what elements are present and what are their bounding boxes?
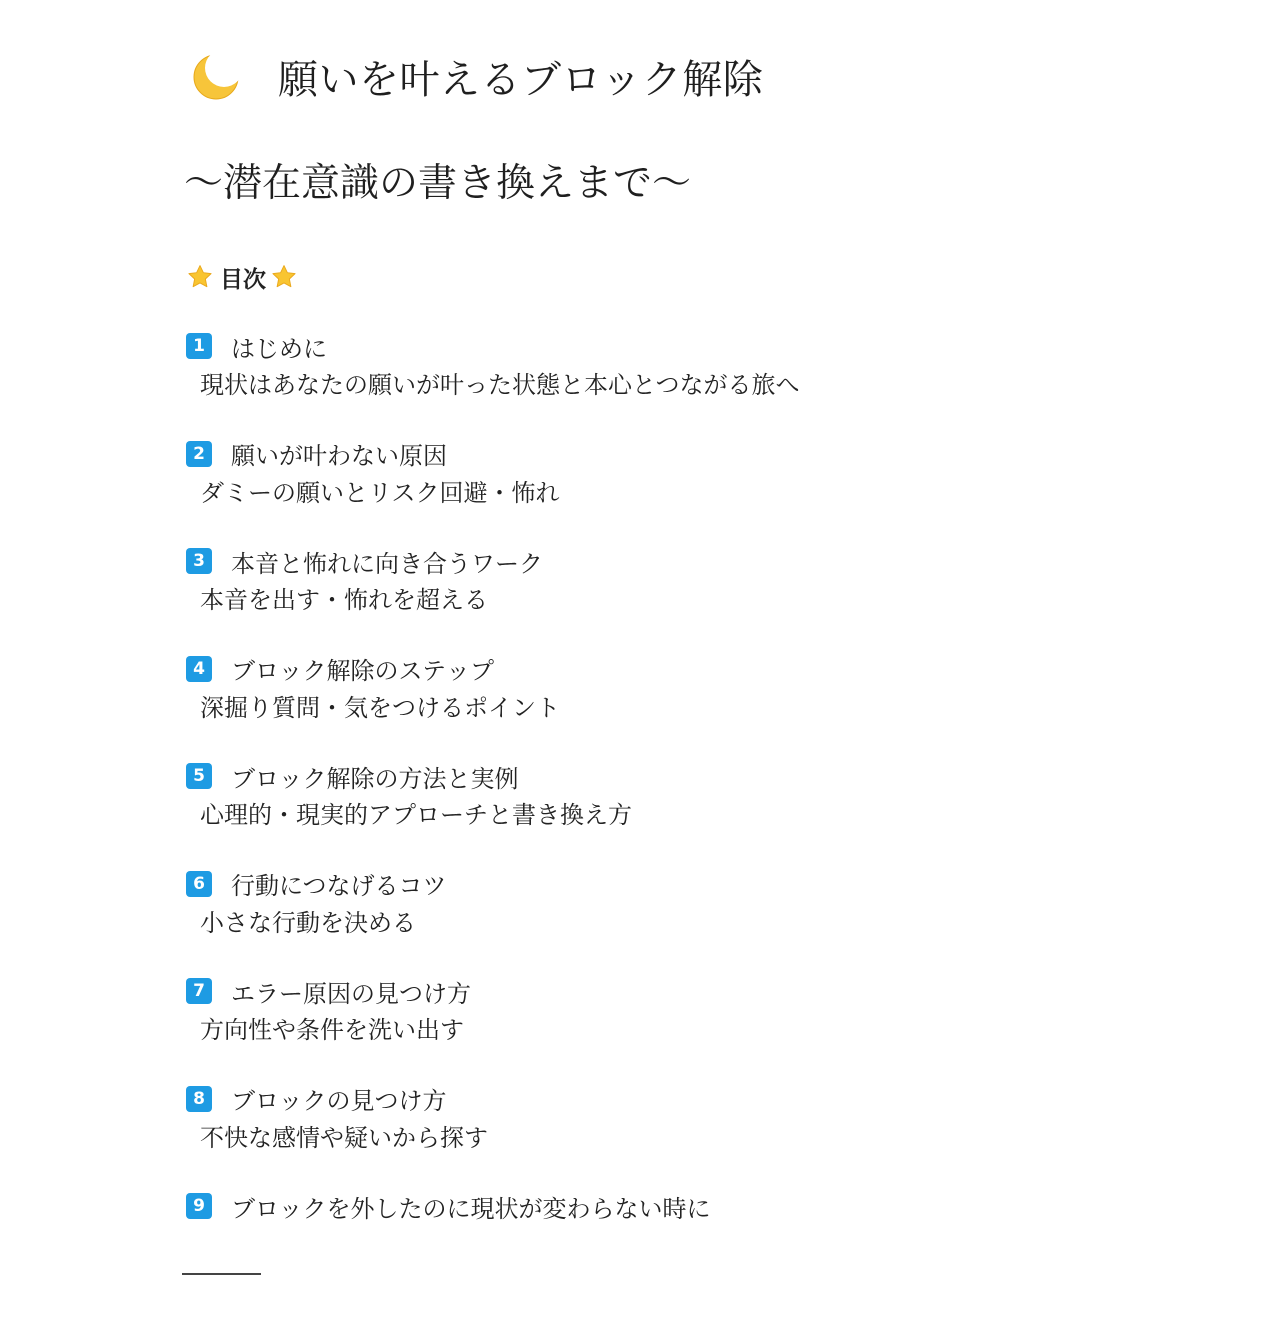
number-badge-icon: 6 <box>186 871 212 897</box>
star-icon <box>270 263 298 291</box>
toc-item <box>186 865 1086 973</box>
toc-heading-label: 目次 <box>220 266 266 293</box>
page-subtitle: ～潜在意識の書き換えまで～ <box>184 161 692 206</box>
toc-item-title: はじめに <box>231 334 327 363</box>
toc-item-title: ブロック解除の方法と実例 <box>231 764 519 793</box>
toc-item <box>186 1080 1086 1188</box>
number-badge-icon: 4 <box>186 656 212 682</box>
toc-item <box>186 757 1086 865</box>
toc-item <box>186 542 1086 650</box>
toc-item <box>186 972 1086 1080</box>
toc-list <box>186 327 1086 1295</box>
toc-item-title: 願いが叶わない原因 <box>231 442 447 470</box>
toc-item-title: ブロックの見つけ方 <box>231 1087 447 1115</box>
toc-item <box>186 327 1086 435</box>
number-badge-icon: 8 <box>186 1086 212 1112</box>
toc-item-description: 現状はあなたの願いが叶った状態と本心とつながる旅へ <box>200 371 800 399</box>
number-badge-icon: 7 <box>186 978 212 1004</box>
number-badge-icon: 2 <box>186 441 212 467</box>
toc-heading <box>186 259 298 295</box>
toc-item-title: 本音と怖れに向き合うワーク <box>231 549 543 578</box>
page-title: 願いを叶えるブロック解除 <box>278 56 764 103</box>
toc-item-description: 深掘り質問・気をつけるポイント <box>200 693 560 722</box>
toc-item-description: 不快な感情や疑いから探す <box>200 1123 488 1152</box>
toc-item-description: 方向性や条件を洗い出す <box>200 1016 464 1044</box>
toc-item-title: ブロックを外したのに現状が変わらない時に <box>231 1194 711 1223</box>
number-badge-icon: 5 <box>186 763 212 789</box>
title-row <box>190 44 763 108</box>
toc-item-title: ブロック解除のステップ <box>231 657 495 685</box>
number-badge-icon: 1 <box>186 333 212 359</box>
toc-item-description: 本音を出す・怖れを超える <box>200 586 488 614</box>
toc-item <box>186 1187 1086 1295</box>
toc-item <box>186 650 1086 758</box>
number-badge-icon: 9 <box>186 1193 212 1219</box>
crescent-moon-icon <box>190 50 242 102</box>
toc-item <box>186 435 1086 543</box>
divider <box>182 1273 261 1275</box>
star-icon <box>186 263 214 291</box>
toc-item-title: 行動につなげるコツ <box>231 872 447 900</box>
toc-item-description: 心理的・現実的アプローチと書き換え方 <box>200 801 632 829</box>
toc-item-title: エラー原因の見つけ方 <box>231 979 471 1008</box>
number-badge-icon: 3 <box>186 548 212 574</box>
toc-item-description: ダミーの願いとリスク回避・怖れ <box>200 478 560 507</box>
toc-item-description: 小さな行動を決める <box>200 908 416 937</box>
